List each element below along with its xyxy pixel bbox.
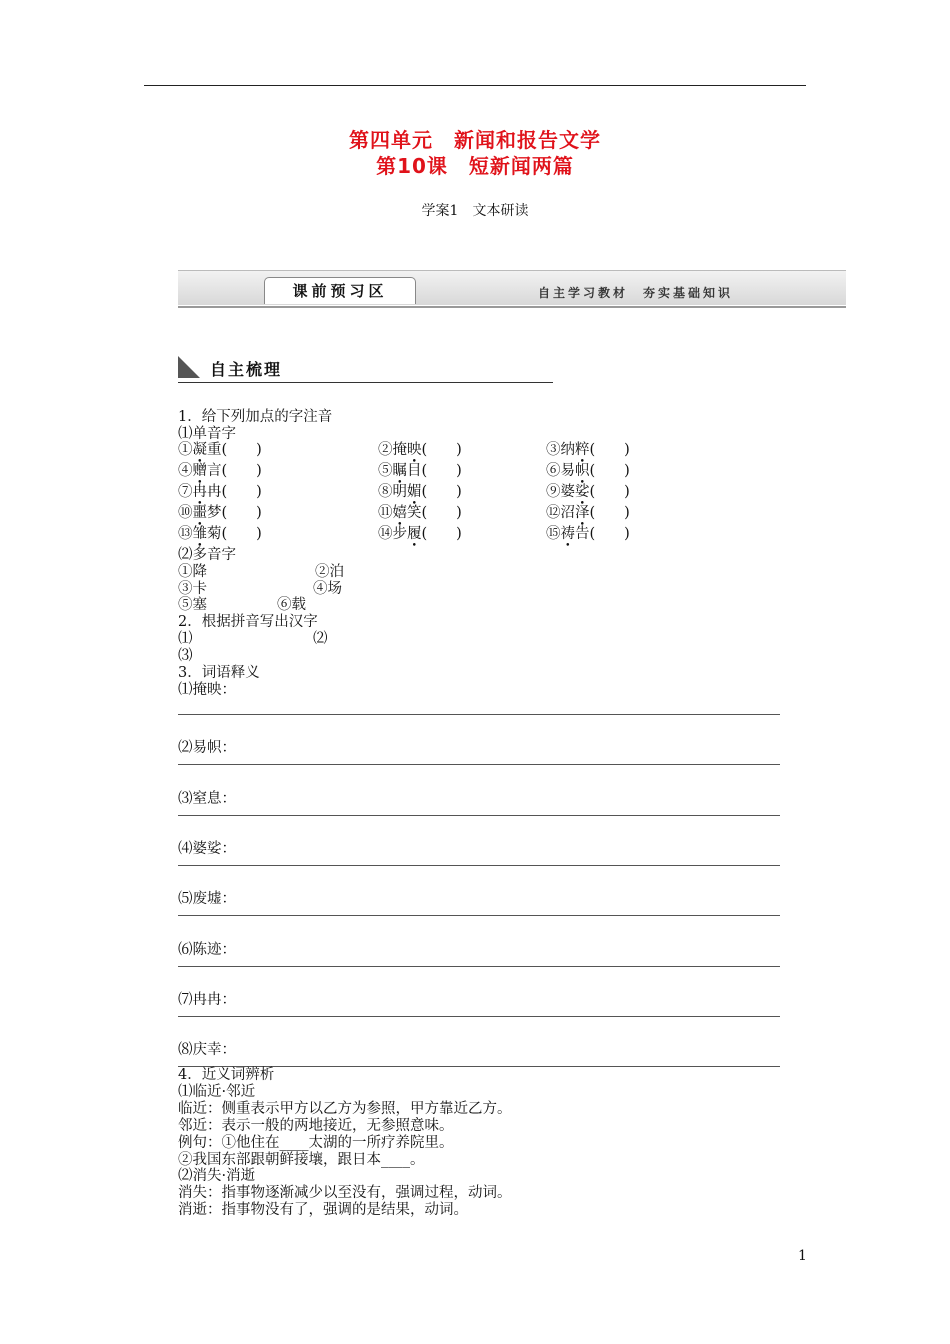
dotted-character: 履 — [407, 526, 422, 542]
q1-sub1: ⑴单音字 — [178, 426, 236, 442]
item-number: ⑧ — [378, 484, 393, 500]
q3-heading: 3．词语释义 — [178, 665, 260, 681]
item-number: ⑪ — [378, 505, 393, 521]
pinyin-item — [546, 463, 630, 480]
item-text: 婆 — [560, 484, 575, 500]
dotted-character: 赠 — [192, 463, 207, 479]
q1-sub2: ⑵多音字 — [178, 547, 236, 563]
banner-tab: 课前预习区 — [264, 277, 416, 304]
item-number: ⑭ — [378, 526, 393, 542]
q4-line-4: ②我国东部跟朝鲜接壤，跟日本____。 — [178, 1152, 425, 1168]
banner-underline — [178, 306, 846, 308]
q4-line-3: 例句：①他住在____太湖的一所疗养院里。 — [178, 1135, 454, 1151]
pinyin-item — [378, 484, 462, 501]
definition-label: ⑻庆幸： — [178, 1042, 236, 1058]
banner-slogan: 自主学习教材 夯实基础知识 — [538, 286, 734, 300]
answer-line[interactable] — [178, 764, 780, 765]
item-text: ( ) — [421, 484, 462, 500]
polyphone-item: ⑥载 — [277, 597, 306, 613]
item-text: 沼 — [560, 505, 575, 521]
section-banner — [178, 270, 846, 310]
answer-line[interactable] — [178, 1016, 780, 1017]
item-text: ( ) — [421, 526, 462, 542]
q1-heading: 1．给下列加点的字注音 — [178, 409, 333, 425]
polyphone-item: ④场 — [313, 581, 342, 597]
answer-line[interactable] — [178, 915, 780, 916]
unit-title: 第四单元 新闻和报告文学 — [349, 128, 601, 152]
q4-line-1: 临近：侧重表示甲方以乙方为参照，甲方靠近乙方。 — [178, 1101, 512, 1117]
item-text: ( ) — [421, 442, 462, 458]
item-number: ⑦ — [178, 484, 193, 500]
dotted-character: 娑 — [575, 484, 590, 500]
answer-line[interactable] — [178, 865, 780, 866]
item-number: ⑥ — [546, 463, 561, 479]
item-number: ⑬ — [178, 526, 193, 542]
dotted-character: 祷 — [560, 526, 575, 542]
item-text: 易 — [560, 463, 575, 479]
definition-label: ⑵易帜： — [178, 740, 236, 756]
item-text: ( ) — [589, 463, 630, 479]
dotted-character: 泽 — [575, 505, 590, 521]
q4-sub1: ⑴临近·邻近 — [178, 1084, 256, 1100]
polyphone-item: ③卡 — [178, 581, 207, 597]
item-number: ⑮ — [546, 526, 561, 542]
item-number: ③ — [546, 442, 561, 458]
item-text: 梦( ) — [207, 505, 262, 521]
section-title: 自主梳理 — [210, 360, 283, 379]
pinyin-item — [378, 442, 462, 459]
dotted-character: 瞩 — [392, 463, 407, 479]
dotted-character: 雏 — [192, 526, 207, 542]
pinyin-item — [546, 484, 630, 501]
item-text: ( ) — [589, 442, 630, 458]
item-number: ① — [178, 442, 193, 458]
dotted-character: 媚 — [407, 484, 422, 500]
dotted-character: 冉 — [192, 484, 207, 500]
section-heading — [178, 356, 553, 383]
item-text: 菊( ) — [207, 526, 262, 542]
pinyin-item — [178, 442, 262, 459]
pinyin-item — [178, 463, 262, 480]
item-text: 告( ) — [575, 526, 630, 542]
header-rule — [144, 85, 806, 86]
definition-label: ⑶窒息： — [178, 791, 236, 807]
definition-label: ⑹陈迹： — [178, 942, 236, 958]
q4-sub2: ⑵消失·消逝 — [178, 1168, 256, 1184]
item-number: ⑨ — [546, 484, 561, 500]
item-text: 笑( ) — [407, 505, 462, 521]
item-text: 步 — [392, 526, 407, 542]
q4-line-5: 消失：指事物逐渐减少以至没有，强调过程，动词。 — [178, 1185, 512, 1201]
item-text: ( ) — [589, 484, 630, 500]
q2-item-2: ⑵ — [313, 631, 328, 647]
dotted-character: 噩 — [192, 505, 207, 521]
item-number: ④ — [178, 463, 193, 479]
pinyin-item — [178, 484, 262, 501]
dotted-character: 嬉 — [392, 505, 407, 521]
dotted-character: 帜 — [575, 463, 590, 479]
definition-label: ⑷婆娑： — [178, 841, 236, 857]
pinyin-item — [178, 526, 262, 543]
answer-line[interactable] — [178, 815, 780, 816]
polyphone-item: ①降 — [178, 564, 207, 580]
pinyin-item — [378, 505, 462, 522]
item-text: 目( ) — [407, 463, 462, 479]
item-number: ⑩ — [178, 505, 193, 521]
study-plan-subtitle: 学案1 文本研读 — [421, 203, 529, 219]
polyphone-item: ⑤塞 — [178, 597, 207, 613]
pinyin-item — [178, 505, 262, 522]
pinyin-item — [378, 463, 462, 480]
item-number: ⑫ — [546, 505, 561, 521]
dotted-character: 映 — [407, 442, 422, 458]
q4-line-6: 消逝：指事物没有了，强调的是结果，动词。 — [178, 1202, 468, 1218]
dotted-character: 凝 — [192, 442, 207, 458]
item-text: 明 — [392, 484, 407, 500]
item-text: 纳 — [560, 442, 575, 458]
item-text: 冉( ) — [207, 484, 262, 500]
pinyin-item — [546, 442, 630, 459]
item-text: ( ) — [589, 505, 630, 521]
dotted-character: 粹 — [575, 442, 590, 458]
page-number: 1 — [798, 1248, 807, 1264]
item-text: 掩 — [392, 442, 407, 458]
definition-label: ⑺冉冉： — [178, 992, 236, 1008]
pinyin-item — [378, 526, 462, 543]
answer-line[interactable] — [178, 966, 780, 967]
q2-heading: 2．根据拼音写出汉字 — [178, 614, 318, 630]
q4-heading: 4．近义词辨析 — [178, 1067, 275, 1083]
answer-line[interactable] — [178, 714, 780, 715]
definition-label: ⑴掩映： — [178, 682, 236, 698]
pinyin-item — [546, 526, 630, 543]
q4-line-2: 邻近：表示一般的两地接近，无参照意味。 — [178, 1118, 454, 1134]
item-number: ② — [378, 442, 393, 458]
pinyin-item — [546, 505, 630, 522]
item-number: ⑤ — [378, 463, 393, 479]
q2-item-3: ⑶ — [178, 648, 193, 664]
definition-label: ⑸废墟： — [178, 891, 236, 907]
polyphone-item: ②泊 — [315, 564, 344, 580]
lesson-title: 第10课 短新闻两篇 — [376, 154, 574, 178]
item-text: 重( ) — [207, 442, 262, 458]
corner-marker-icon — [178, 356, 200, 378]
item-text: 言( ) — [207, 463, 262, 479]
q2-item-1: ⑴ — [178, 631, 193, 647]
